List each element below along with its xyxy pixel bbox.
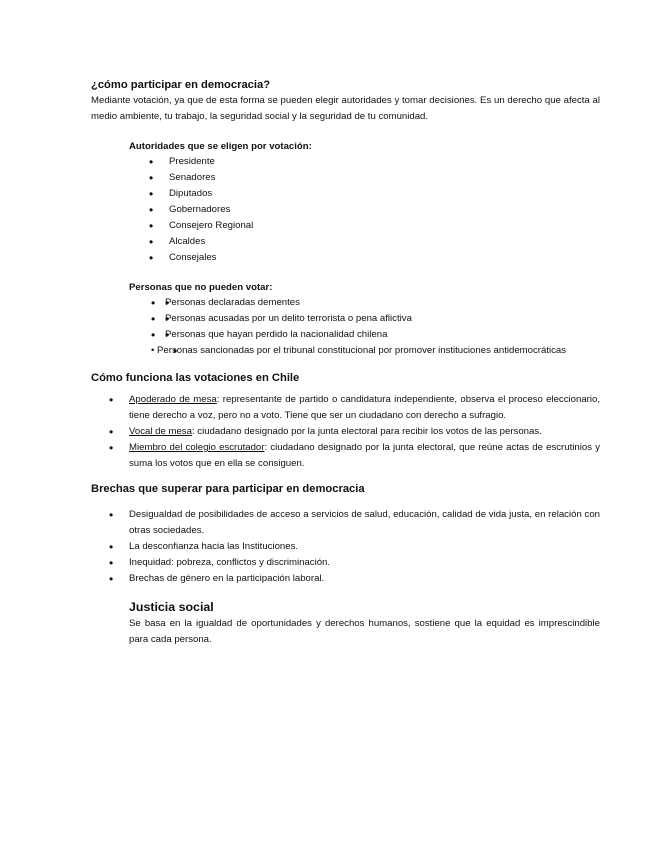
- list-item: • La desconfianza hacia las Instituciones.: [91, 539, 600, 555]
- heading-brechas: Brechas que superar para participar en democracia: [91, 483, 365, 495]
- list-item: • Alcaldes: [129, 234, 600, 250]
- term-miembro: Miembro del colegio escrutador: [129, 442, 265, 453]
- heading-autoridades: Autoridades que se eligen por votación:: [129, 141, 312, 152]
- list-item: • Consejero Regional: [129, 218, 600, 234]
- no-votan-section: [129, 280, 600, 359]
- list-item: • • Personas declaradas dementes: [129, 295, 600, 311]
- list-item: • Presidente: [129, 154, 600, 170]
- brechas-list: [91, 507, 600, 587]
- intro-paragraph: Mediante votación, ya que de esta forma se pueden elegir autoridades y tomar decisiones. Es un derecho que afecta al medio ambiente, tu trabajo, la seguridad social y la seguridad de tu comunidad.: [91, 95, 600, 122]
- votaciones-list: [91, 392, 600, 472]
- list-item: • Senadores: [129, 170, 600, 186]
- heading-como-participar: ¿cómo participar en democracia?: [91, 79, 271, 91]
- list-item: • Gobernadores: [129, 202, 600, 218]
- list-item: • • Personas acusadas por un delito terrorista o pena aflictiva: [129, 311, 600, 327]
- term-apoderado: Apoderado de mesa: [129, 394, 217, 405]
- list-item: • Consejales: [129, 250, 600, 266]
- list-item: • Vocal de mesa: ciudadano designado por la junta electoral para recibir los votos de las personas.: [91, 424, 600, 440]
- list-item: • • Personas sancionadas por el tribunal constitucional por promover instituciones antidemocráticas: [129, 343, 600, 359]
- no-votan-list: [129, 295, 600, 359]
- list-item: • Diputados: [129, 186, 600, 202]
- heading-justicia: Justicia social: [129, 600, 214, 614]
- heading-no-votan: Personas que no pueden votar:: [129, 282, 273, 293]
- list-item: • Desigualdad de posibilidades de acceso a servicios de salud, educación, calidad de vida justa, en relación con otras sociedades.: [91, 507, 600, 539]
- list-item: • Miembro del colegio escrutador: ciudadano designado por la junta electoral, que reúne actas de escrutinios y suma los votos que en ella se consiguen.: [91, 440, 600, 472]
- list-item: • • Personas que hayan perdido la nacionalidad chilena: [129, 327, 600, 343]
- document-body: [91, 78, 600, 648]
- list-item: • Inequidad: pobreza, conflictos y discriminación.: [91, 555, 600, 571]
- heading-votaciones: Cómo funciona las votaciones en Chile: [91, 372, 300, 384]
- autoridades-section: [129, 139, 600, 266]
- term-vocal: Vocal de mesa: [129, 426, 192, 437]
- list-item: • Apoderado de mesa: representante de partido o candidatura independiente, observa el proceso eleccionario, tiene derecho a voz, pero no a voto. Tiene que ser un ciudadano con derecho a sufragio.: [91, 392, 600, 424]
- list-item: • Brechas de género en la participación laboral.: [91, 571, 600, 587]
- autoridades-list: [129, 154, 600, 266]
- justicia-section: [91, 599, 600, 648]
- justicia-paragraph: Se basa en la igualdad de oportunidades y derechos humanos, sostiene que la equidad es imprescindible para cada persona.: [129, 618, 600, 645]
